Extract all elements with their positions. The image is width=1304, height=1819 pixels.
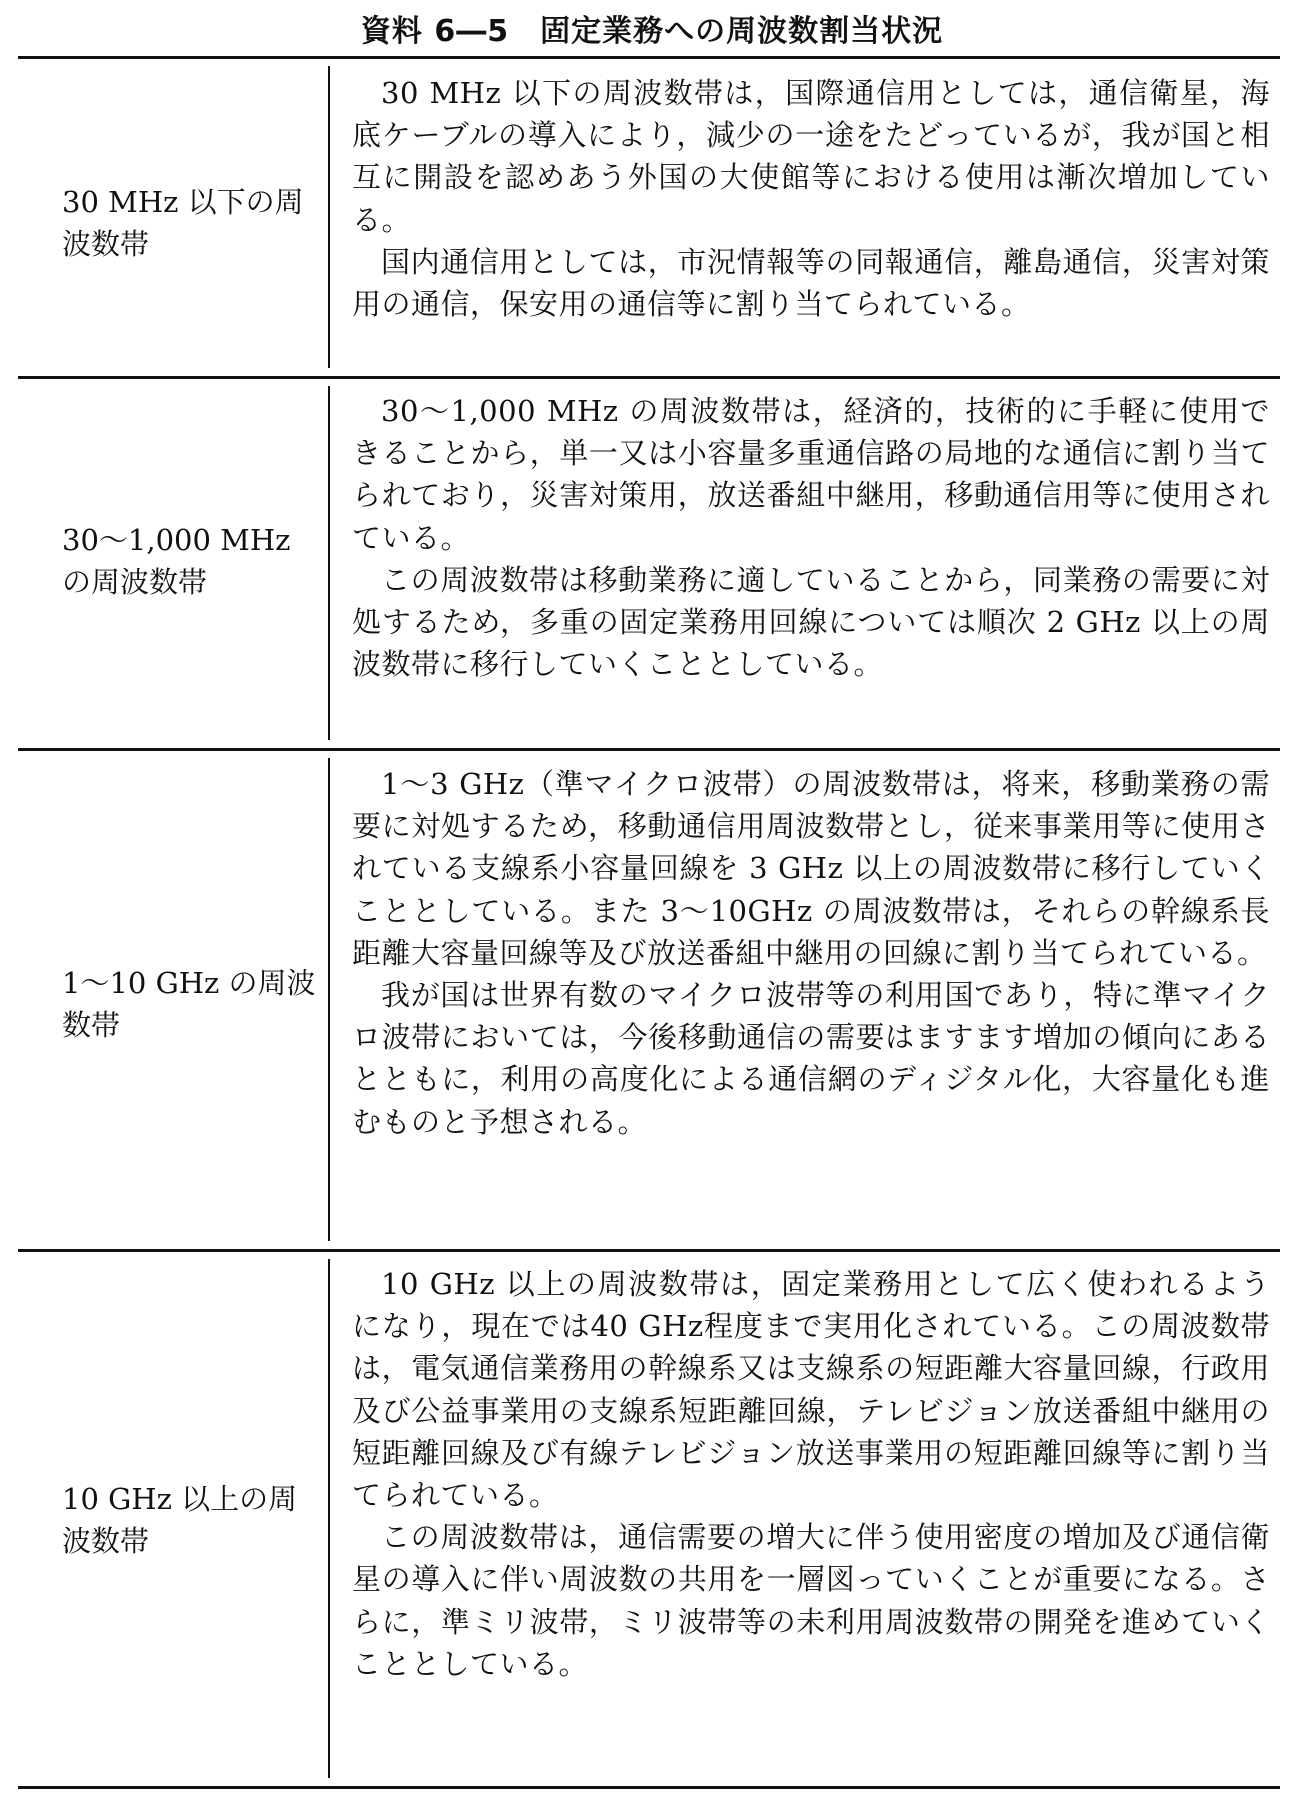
row-paragraph: 国内通信用としては，市況情報等の同報通信，離島通信，災害対策用の通信，保安用の通信等に割り当てられている。 — [352, 244, 1270, 322]
document-title: 資料 6―5 固定業務への周波数割当状況 — [360, 14, 944, 49]
row-paragraph: 30 MHz 以下の周波数帯は，国際通信用としては，通信衛星，海底ケーブルの導入により，減少の一途をたどっているが，我が国と相互に開設を認めあう外国の大使館等における使用は漸次増加している。 — [352, 76, 1270, 237]
row-divider — [18, 1249, 1280, 1252]
row-paragraph: この周波数帯は，通信需要の増大に伴う使用密度の増加及び通信衛星の導入に伴い周波数の共用を一層図っていくことが重要になる。さらに，準ミリ波帯，ミリ波帯等の未利用周波数帯の開発を進めていくこととしている。 — [352, 1520, 1270, 1681]
column-separator — [328, 758, 330, 1241]
row-paragraph: 30～1,000 MHz の周波数帯は，経済的，技術的に手軽に使用できることから，単一又は小容量多重通信路の局地的な通信に割り当てられており，災害対策用，放送番組中継用，移動通信用等に使用されている。 — [352, 394, 1270, 555]
column-separator — [328, 1259, 330, 1778]
table-bottom-rule — [18, 1786, 1280, 1789]
row-description — [352, 72, 1270, 325]
row-category-label: 30 MHz 以下の周波数帯 — [62, 185, 304, 261]
row-category-label: 1～10 GHz の周波数帯 — [62, 966, 316, 1042]
row-paragraph: この周波数帯は移動業務に適していることから，同業務の需要に対処するため，多重の固定業務用回線については順次 2 GHz 以上の周波数帯に移行していくこととしている。 — [352, 562, 1270, 682]
row-category-label: 10 GHz 以上の周波数帯 — [62, 1482, 298, 1558]
table-top-rule — [18, 56, 1280, 59]
row-paragraph: 10 GHz 以上の周波数帯は，固定業務用として広く使われるようになり，現在では40 GHz程度まで実用化されている。この周波数帯は，電気通信業務用の幹線系又は支線系の短距離大容量回線，行政用及び公益事業用の支線系短距離回線，テレビジョン放送番組中継用の短距離回線及び有線テレビジョン放送事業用の短距離回線等に割り当てられている。 — [352, 1267, 1270, 1513]
row-paragraph: 1～3 GHz（準マイクロ波帯）の周波数帯は，将来，移動業務の需要に対処するため，移動通信用周波数帯とし，従来事業用等に使用されている支線系小容量回線を 3 GHz 以上の周波数帯に移行していくこととしている。また 3～10GHz の周波数帯は，それらの幹線系長距離大容量回線等及び放送番組中継用の回線に割り当てられている。 — [352, 767, 1270, 970]
row-description — [352, 1263, 1270, 1685]
row-description — [352, 763, 1270, 1143]
row-category-label: 30～1,000 MHz の周波数帯 — [62, 523, 291, 599]
row-divider — [18, 376, 1280, 379]
column-separator — [328, 66, 330, 368]
row-description — [352, 390, 1270, 685]
column-separator — [328, 386, 330, 740]
row-paragraph: 我が国は世界有数のマイクロ波帯等の利用国であり，特に準マイクロ波帯においては，今後移動通信の需要はますます増加の傾向にあるとともに，利用の高度化による通信網のディジタル化，大容量化も進むものと予想される。 — [352, 978, 1270, 1139]
row-divider — [18, 748, 1280, 751]
